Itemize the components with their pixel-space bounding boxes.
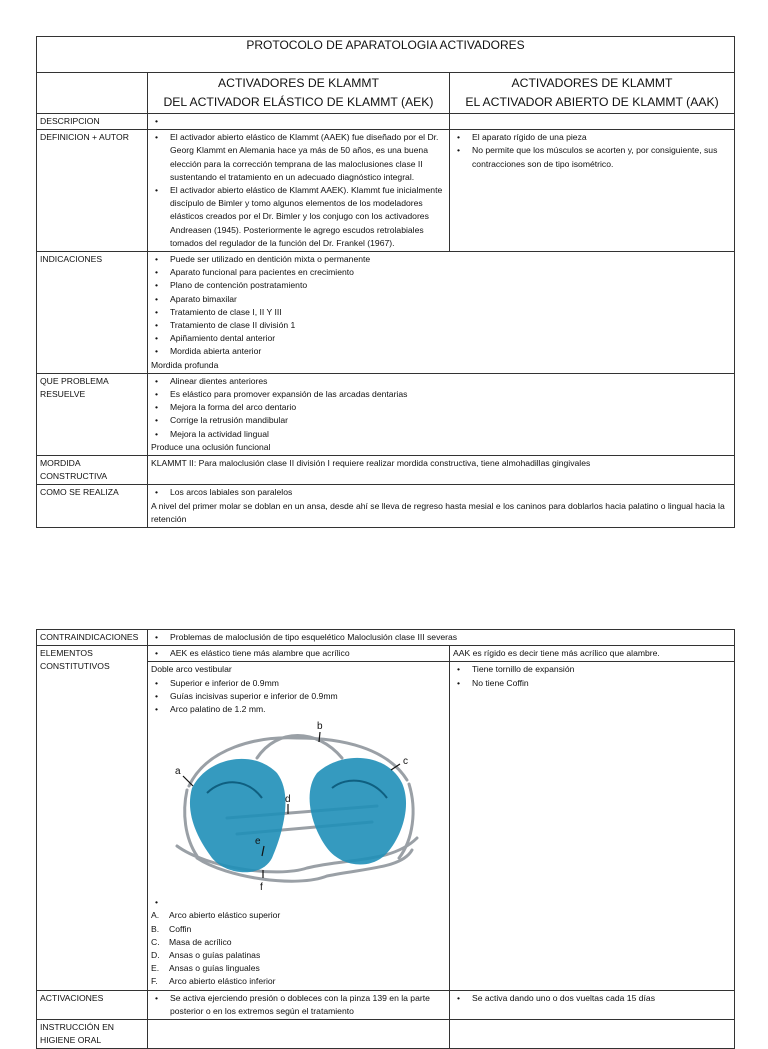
row-label-realiza: COMO SE REALIZA [37,485,148,528]
legend-letter: C. [151,936,160,947]
list-item: • El activador abierto elástico de Klammt AAEK). Klammt fue inicialmente discípulo de Bimler y tomo algunos elementos de los modeladores elásticos creados por el Dr. Bimler y los conjugo con los activadores Andreasen (1945). Posteriormente le agrego escudos retrolabiales tomados del regulador de la función del Dr. Frankel (1967). [151,184,446,250]
elementos-aek-head [148,646,450,662]
legend-letter: B. [151,923,160,934]
list-item: • Apiñamiento dental anterior [151,332,731,345]
table-row [37,114,735,130]
legend-text: Ansas o guías linguales [169,963,260,974]
legend-letter: E. [151,963,160,974]
elementos-aak-head: AAK es rígido es decir tiene más acrílico que alambre. [450,646,735,662]
definicion-aak-cell [450,130,735,252]
list-item: • Tiene tornillo de expansión [453,663,731,676]
contra-cell [148,630,735,646]
list-item: • El aparato rígido de una pieza [453,131,731,144]
column-header-aek [148,73,450,114]
legend-letter: F. [151,976,158,987]
table-row [37,130,735,252]
column-header-aak-line1: ACTIVADORES DE KLAMMT [511,76,673,90]
legend-text: Arco abierto elástico inferior [169,976,276,987]
realiza-cell [148,485,735,528]
row-label-definicion: DEFINICION + AUTOR [37,130,148,252]
list-item: • Guías incisivas superior e inferior de 0.9mm [151,690,446,703]
aek-sub-heading: Doble arco vestibular [151,664,232,675]
list-item: • Los arcos labiales son paralelos [151,486,731,499]
appliance-figure [167,718,429,896]
list-item: • Se activa ejerciendo presión o dobleces con la pinza 139 en la parte posterior o en los extremos según el tratamiento [151,992,446,1018]
table-row [37,252,735,374]
table-row [37,630,735,646]
descripcion-aak-cell [450,114,735,130]
row-label-problema: QUE PROBLEMA RESUELVE [37,373,148,455]
row-label-elementos: ELEMENTOS CONSTITUTIVOS [37,646,148,990]
list-item: • Superior e inferior de 0.9mm [151,677,446,690]
list-item: • Mejora la actividad lingual [151,428,731,441]
elementos-aak-cell [450,662,735,990]
column-header-aak-line2: EL ACTIVADOR ABIERTO DE KLAMMT (AAK) [465,95,719,109]
list-item: • Mordida abierta anterior [151,345,731,358]
protocol-table-2 [36,629,735,1049]
list-item: • Arco palatino de 1.2 mm. [151,703,446,716]
list-item: • Plano de contención postratamiento [151,279,731,292]
legend-item [151,962,446,975]
empty-bullet [151,896,446,909]
legend-item [151,909,446,922]
problema-cell [148,373,735,455]
table-row [37,990,735,1019]
figure-legend [151,909,446,988]
activaciones-aek-cell [148,990,450,1019]
activaciones-aak-cell [450,990,735,1019]
indicaciones-cell [148,252,735,374]
list-item: • Corrige la retrusión mandibular [151,414,731,427]
figure-label-f: f [260,882,263,894]
legend-item [151,923,446,936]
list-item: • Problemas de maloclusión de tipo esquelético Maloclusión clase III severas [151,631,731,644]
indicaciones-tail: Mordida profunda [151,359,219,370]
legend-text: Ansas o guías palatinas [169,950,261,961]
figure-label-b: b [317,721,323,733]
list-item: • Puede ser utilizado en dentición mixta o permanente [151,253,731,266]
list-item: • Aparato bimaxilar [151,293,731,306]
elementos-aek-cell [148,662,450,990]
list-item: • Tratamiento de clase II división 1 [151,319,731,332]
legend-text: Coffin [169,923,192,934]
row-label-descripcion: DESCRIPCION [37,114,148,130]
list-item: • AEK es elástico tiene más alambre que acrílico [151,647,446,660]
list-item: • No permite que los músculos se acorten y, por consiguiente, sus contracciones son de tipo isométrico. [453,144,731,170]
figure-label-d: d [285,794,291,806]
legend-letter: D. [151,950,160,961]
column-header-aek-line2: DEL ACTIVADOR ELÁSTICO DE KLAMMT (AEK) [163,95,434,109]
list-item: • Es elástico para promover expansión de las arcadas dentarias [151,388,731,401]
row-label-mordida: MORDIDA CONSTRUCTIVA [37,456,148,485]
descripcion-aek-cell [148,114,450,130]
list-item: • El activador abierto elástico de Klammt (AAEK) fue diseñado por el Dr. Georg Klammt en Alemania hace ya más de 50 años, es una buena elección para la corrección temprana de las maloclusiones clase II sustentando el tratamiento en un adecuado diagnóstico integral. [151,131,446,184]
figure-label-c: c [403,756,408,768]
header-empty-cell [37,73,148,114]
table-row [37,373,735,455]
list-item: • Tratamiento de clase I, II Y III [151,306,731,319]
row-label-activaciones: ACTIVACIONES [37,990,148,1019]
list-item: • Mejora la forma del arco dentario [151,401,731,414]
table-row [37,485,735,528]
legend-item [151,936,446,949]
problema-tail: Produce una oclusión funcional [151,441,271,452]
list-item: • No tiene Coffin [453,677,731,690]
table-title: PROTOCOLO DE APARATOLOGIA ACTIVADORES [37,37,735,73]
list-item: • Aparato funcional para pacientes en crecimiento [151,266,731,279]
figure-label-a: a [175,766,181,778]
legend-text: Arco abierto elástico superior [169,910,281,921]
table-row [37,456,735,485]
legend-item [151,975,446,988]
table-row [37,646,735,662]
realiza-tail: A nivel del primer molar se doblan en un ansa, desde ahí se lleva de regreso hasta mesial e los caninos para doblarlos hacia palatino o lingual hacia la retención [151,500,725,524]
row-label-contraindicaciones: CONTRAINDICACIONES [37,630,148,646]
klammt-appliance-illustration [167,718,429,896]
protocol-table-1 [36,36,735,528]
legend-letter: A. [151,910,160,921]
list-item: • Alinear dientes anteriores [151,375,731,388]
mordida-cell: KLAMMT II: Para maloclusión clase II división I requiere realizar mordida constructiva, tiene almohadillas gingivales [148,456,735,485]
definicion-aek-cell [148,130,450,252]
figure-label-e: e [255,836,261,848]
row-label-higiene: INSTRUCCIÓN EN HIGIENE ORAL [37,1020,148,1049]
column-header-aek-line1: ACTIVADORES DE KLAMMT [218,76,379,90]
column-header-aak [450,73,735,114]
list-item: • Se activa dando uno o dos vueltas cada 15 días [453,992,731,1005]
row-label-indicaciones: INDICACIONES [37,252,148,374]
legend-item [151,949,446,962]
empty-bullet [151,115,446,128]
legend-text: Masa de acrílico [169,936,232,947]
